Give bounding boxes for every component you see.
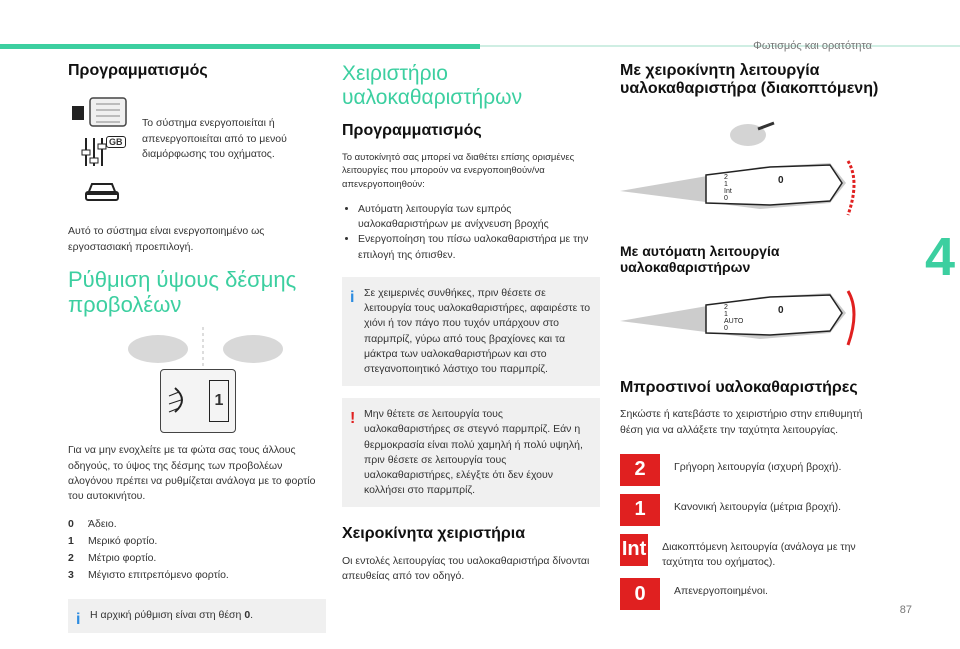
wiper-stalk-auto-diagram[interactable]: [620, 287, 860, 359]
list-item: • Αυτόματη λειτουργία των εμπρός υαλοκαθαριστήρων με ανίχνευση βροχής: [358, 202, 600, 232]
speed-badge: 2: [620, 454, 660, 486]
initial-setting-note: i Η αρχική ρύθμιση είναι στη θέση 0.: [68, 599, 326, 632]
wiper-intro: Το αυτοκίνητό σας μπορεί να διαθέτει επίσης ορισμένες λειτουργίες που μπορούν να ενεργοποιηθούν/να απενεργοποιηθούν:: [342, 151, 575, 191]
stalk-auto-mark-0: 0: [724, 324, 728, 332]
dashboard-screen-icon: [70, 96, 130, 130]
programming-title: Προγραμματισμός: [68, 62, 208, 79]
auto-wiper-title: Με αυτόματη λειτουργία υαλοκαθαριστήρων: [620, 242, 780, 275]
language-gb-badge: GB: [106, 136, 126, 148]
list-item: 2 Γρήγορη λειτουργία (ισχυρή βροχή).: [620, 454, 880, 486]
list-item: 0 Άδειο.: [68, 518, 117, 531]
list-item: • Ενεργοποίηση του πίσω υαλοκαθαριστήρα με την επιλογή της όπισθεν.: [358, 232, 600, 262]
stalk-auto-mark-2: 2: [724, 303, 728, 311]
list-item: 3 Μέγιστο επιτρεπόμενο φορτίο.: [68, 568, 229, 581]
speed-badge: 1: [620, 494, 660, 526]
column-left: [68, 62, 326, 633]
speed-list: [620, 454, 880, 610]
steering-wheel-icon: [728, 115, 778, 151]
stalk-auto-mark-1: 1: [724, 310, 728, 318]
top-accent-bar: [0, 44, 480, 49]
car-settings-icon: [84, 176, 120, 204]
wiper-stalk-diagram[interactable]: [620, 157, 860, 229]
manual-controls-text: Οι εντολές λειτουργίας του υαλοκαθαριστήρα δίνονται απευθείας από τον οδηγό.: [342, 554, 590, 583]
factory-default-text: Αυτό το σύστημα είναι ενεργοποιημένο ως εργοστασιακή προεπιλογή.: [68, 225, 265, 253]
chapter-number: 4: [924, 227, 956, 287]
stalk-end-label: 0: [778, 174, 784, 186]
column-right: [620, 62, 880, 618]
list-item: 0 Απενεργοποιημένοι.: [620, 578, 880, 610]
stalk-auto-mark-auto: AUTO: [724, 317, 744, 325]
top-accent-line: [480, 45, 960, 47]
config-icons: [68, 96, 326, 206]
manual-stalk-illustration: [620, 105, 880, 233]
beam-description: Για να μην ενοχλείτε με τα φώτα σας τους άλλους οδηγούς, το ύψος της δέσμης των προβολέων αλογόνου πρέπει να ρυθμίζεται ανάλογα με το φορτίο του αυτοκινήτου.: [68, 444, 316, 503]
beam-adjust-wheel[interactable]: [160, 369, 236, 433]
wiper-features-list: [342, 202, 600, 263]
wiper-control-title: Χειριστήριο υαλοκαθαριστήρων: [342, 62, 523, 110]
manual-wiper-title: Με χειροκίνητη λειτουργία υαλοκαθαριστήρα (διακοπτόμενη): [620, 62, 879, 98]
list-item: 1 Μερικό φορτίο.: [68, 535, 158, 548]
list-item: 1 Κανονική λειτουργία (μέτρια βροχή).: [620, 494, 880, 526]
load-levels-list: [68, 516, 326, 583]
system-toggle-text: Το σύστημα ενεργοποιείται ή απενεργοποιείται από το μενού διαμόρφωσης του οχήματος.: [142, 117, 287, 160]
page-number: 87: [899, 604, 912, 616]
info-icon: i: [350, 288, 355, 306]
speed-badge: 0: [620, 578, 660, 610]
info-icon: i: [76, 611, 81, 629]
front-wipers-title: Μπροστινοί υαλοκαθαριστήρες: [620, 378, 858, 396]
winter-info-note: i Σε χειμερινές συνθήκες, πριν θέσετε σε λειτουργία τους υαλοκαθαριστήρες, αφαιρέστε το χιόνι ή τον πάγο που τυχόν υπάρχουν στο παρμπρίζ, γύρω από τους βραχίονες και τα μάκτρα των υαλοκαθαριστήρων και στο στεγανοποιητικό λάστιχο του παρμπρίζ.: [342, 277, 600, 386]
front-wipers-text: Σηκώστε ή κατεβάστε το χειριστήριο στην επιθυμητή θέση για να αλλάξετε την ταχύτητα λειτουργίας.: [620, 408, 863, 436]
column-middle: [342, 62, 600, 584]
auto-stalk-illustration: [620, 283, 880, 365]
wiper-programming-title: Προγραμματισμός: [342, 122, 482, 140]
stalk-mark-2: 2: [724, 173, 728, 181]
beam-illustration: [68, 327, 326, 437]
list-item: 2 Μέτριο φορτίο.: [68, 551, 157, 564]
manual-controls-title: Χειροκίνητα χειριστήρια: [342, 525, 526, 543]
warning-icon: !: [350, 410, 356, 428]
headlamp-beam-title: Ρύθμιση ύψους δέσμης προβολέων: [68, 266, 297, 318]
dry-windscreen-warning: ! Μην θέτετε σε λειτουργία τους υαλοκαθαριστήρες σε στεγνό παρμπρίζ. Εάν η θερμοκρασία είναι πολύ χαμηλή ή πολύ υψηλή, πριν θέσετε σε λειτουργία τους υαλοκαθαριστήρες, ελέγξτε ότι δεν έχουν κολλήσει στο παρμπρίζ.: [342, 398, 600, 507]
section-title: Φωτισμός και ορατότητα: [753, 40, 872, 52]
headlamp-icon: [167, 382, 207, 418]
speed-badge: Int: [620, 534, 648, 566]
stalk-mark-1: 1: [724, 180, 728, 188]
list-item: Int Διακοπτόμενη λειτουργία (ανάλογα με την ταχύτητα του οχήματος).: [620, 534, 880, 570]
beam-wheel-value: 1: [209, 380, 229, 422]
stalk-auto-end-label: 0: [778, 304, 784, 316]
stalk-mark-0: 0: [724, 194, 728, 202]
stalk-mark-int: Int: [724, 187, 732, 195]
steering-wheel-illustration: [118, 327, 318, 367]
